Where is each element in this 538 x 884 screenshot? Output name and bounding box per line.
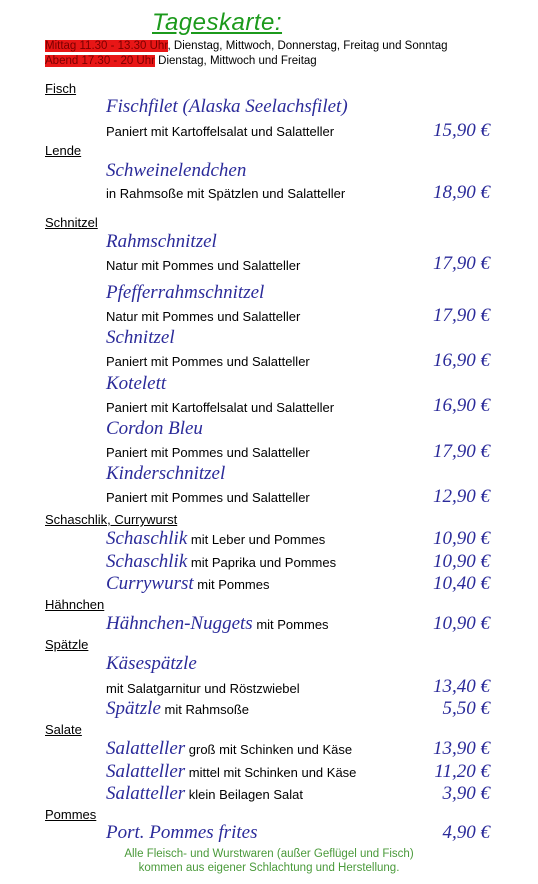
dish-description: Natur mit Pommes und Salatteller <box>106 309 301 324</box>
dish-description: Paniert mit Pommes und Salatteller <box>106 354 310 369</box>
category-pommes: Pommes <box>45 807 97 822</box>
dish-name: Pfefferrahmschnitzel <box>106 282 265 303</box>
dish-description: mit Pommes <box>193 577 270 592</box>
page-title: Tageskarte: <box>152 9 283 36</box>
category-schnitzel: Schnitzel <box>45 215 98 230</box>
dish-name: Schweinelendchen <box>106 160 247 181</box>
hours-lunch-days: , Dienstag, Mittwoch, Donnerstag, Freitag und Sonntag <box>167 40 448 52</box>
dish-name: Cordon Bleu <box>106 418 203 439</box>
dish-price: 11,20 € <box>434 761 490 782</box>
dish-description: Paniert mit Pommes und Salatteller <box>106 490 310 505</box>
dish-description: Paniert mit Kartoffelsalat und Salatteller <box>106 124 335 139</box>
category-schaschlik: Schaschlik, Currywurst <box>45 512 178 527</box>
category-salate: Salate <box>45 722 82 737</box>
dish-name: Currywurst <box>106 573 194 594</box>
category-lende: Lende <box>45 143 82 158</box>
dish-price: 17,90 € <box>433 253 490 274</box>
dish-price: 10,90 € <box>433 613 490 634</box>
dish-name: Port. Pommes frites <box>106 822 258 843</box>
dish-price: 10,40 € <box>433 573 490 594</box>
dish-name: Rahmschnitzel <box>106 231 217 252</box>
dish-row <box>106 761 356 783</box>
dish-price: 15,90 € <box>433 120 490 141</box>
hours-lunch <box>45 39 448 54</box>
dish-price: 17,90 € <box>433 305 490 326</box>
footer-note-line1: Alle Fleisch- und Wurstwaren (außer Geflügel und Fisch) <box>124 848 414 860</box>
dish-name: Kinderschnitzel <box>106 463 226 484</box>
dish-price: 16,90 € <box>433 350 490 371</box>
dish-price: 16,90 € <box>433 395 490 416</box>
dish-description: mit Leber und Pommes <box>187 532 326 547</box>
dish-row <box>106 551 336 573</box>
hours-evening-highlight: Abend 17.30 - 20 Uhr <box>45 55 155 67</box>
dish-price: 17,90 € <box>433 441 490 462</box>
dish-name: Kotelett <box>106 373 167 394</box>
footer-note-line2: kommen aus eigener Schlachtung und Herstellung. <box>138 862 400 874</box>
dish-price: 5,50 € <box>442 698 490 719</box>
dish-description: mit Rahmsoße <box>160 702 250 717</box>
dish-description: Natur mit Pommes und Salatteller <box>106 258 301 273</box>
dish-price: 18,90 € <box>433 182 490 203</box>
dish-name: Käsespätzle <box>106 653 197 674</box>
dish-row <box>106 783 303 805</box>
dish-description: Paniert mit Kartoffelsalat und Salatteller <box>106 400 335 415</box>
category-haehnchen: Hähnchen <box>45 597 105 612</box>
dish-row <box>106 613 329 635</box>
category-fisch: Fisch <box>45 81 77 96</box>
dish-name: Salatteller <box>106 761 186 782</box>
dish-price: 10,90 € <box>433 551 490 572</box>
dish-description: mittel mit Schinken und Käse <box>185 765 357 780</box>
hours-evening-days: Dienstag, Mittwoch und Freitag <box>154 55 317 67</box>
dish-row <box>106 528 325 550</box>
dish-price: 10,90 € <box>433 528 490 549</box>
dish-description: mit Pommes <box>252 617 329 632</box>
dish-name: Spätzle <box>106 698 161 719</box>
hours-lunch-highlight: Mittag 11.30 - 13.30 Uhr <box>45 40 168 52</box>
category-spaetzle: Spätzle <box>45 637 89 652</box>
dish-name: Schaschlik <box>106 528 188 549</box>
dish-price: 12,90 € <box>433 486 490 507</box>
dish-row <box>106 698 249 720</box>
dish-name: Salatteller <box>106 783 186 804</box>
dish-description: mit Salatgarnitur und Röstzwiebel <box>106 681 300 696</box>
dish-row <box>106 738 352 760</box>
dish-description: groß mit Schinken und Käse <box>185 742 353 757</box>
dish-price: 4,90 € <box>442 822 490 843</box>
dish-name: Hähnchen-Nuggets <box>106 613 253 634</box>
dish-price: 13,40 € <box>433 676 490 697</box>
dish-row <box>106 573 269 595</box>
dish-description: mit Paprika und Pommes <box>187 555 337 570</box>
dish-description: klein Beilagen Salat <box>185 787 303 802</box>
dish-name: Fischfilet (Alaska Seelachsfilet) <box>106 96 348 117</box>
dish-name: Salatteller <box>106 738 186 759</box>
dish-description: Paniert mit Pommes und Salatteller <box>106 445 310 460</box>
hours-evening <box>45 54 317 69</box>
dish-price: 3,90 € <box>442 783 490 804</box>
dish-description: in Rahmsoße mit Spätzlen und Salatteller <box>106 186 346 201</box>
dish-name: Schaschlik <box>106 551 188 572</box>
dish-price: 13,90 € <box>433 738 490 759</box>
dish-name: Schnitzel <box>106 327 175 348</box>
